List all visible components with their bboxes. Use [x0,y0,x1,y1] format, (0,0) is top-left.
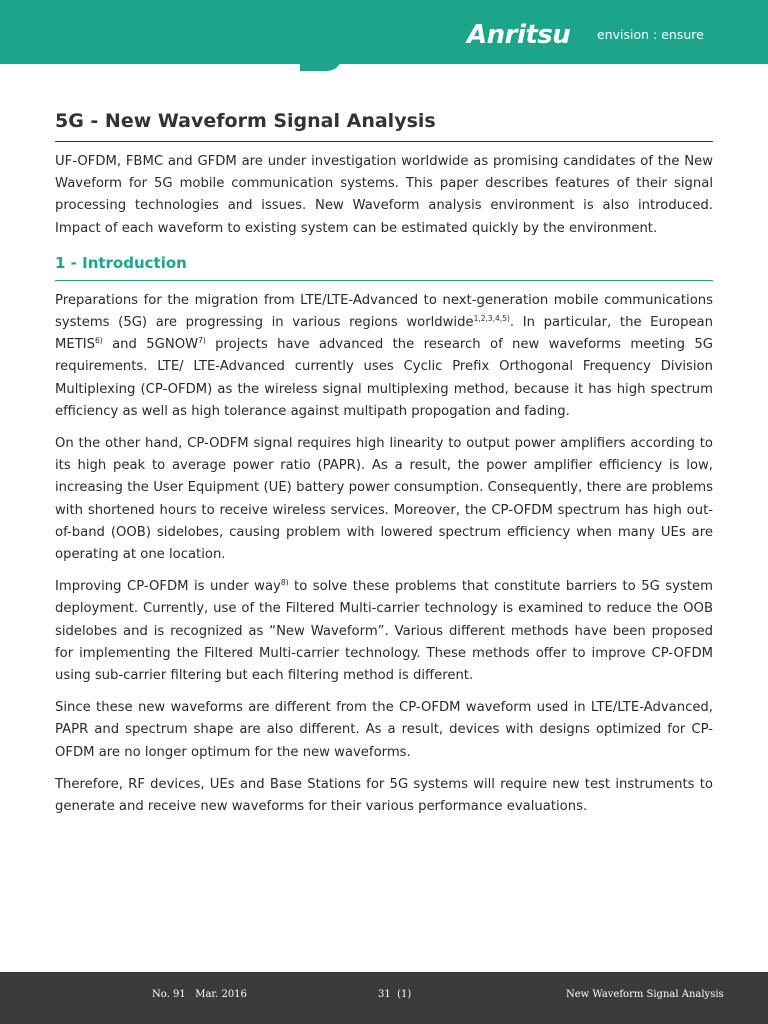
issue-info: No. 91 Mar. 2016 [152,989,247,1000]
reference-8: 8) [280,578,289,588]
paragraph-4: Since these new waveforms are different from the CP-OFDM waveform used in LTE/LTE-Advanced, PAPR and spectrum shape are also different. As a result, devices with designs optimized for CP-OFDM are no longer optimum for the new waveforms. [55,700,713,760]
tagline: envision : ensure [597,27,704,42]
article-body [55,110,713,818]
header-band [0,0,768,64]
section-heading-introduction: 1 - Introduction [55,254,713,281]
page-number: 31 (1) [378,989,412,1000]
paragraph-2: On the other hand, CP-ODFM signal requires high linearity to output power amplifiers according to its high peak to average power ratio (PAPR). As a result, the power amplifier efficiency is low, increasing the User Equipment (UE) battery power consumption. Consequently, there are problems with shortened hours to receive wireless services. Moreover, the CP-OFDM spectrum has high out-of-band (OOB) sidelobes, causing problem with lowered spectrum efficiency when many UEs are operating at one location. [55,436,713,563]
reference-7: 7) [198,336,206,346]
anritsu-logo: Anritsu [467,20,571,50]
reference-6: 6) [95,336,103,346]
header-curve [300,57,340,71]
footer-bar [0,972,768,1024]
reference-1-5: 1,2,3,4,5) [473,314,510,324]
paragraph-3: Improving CP-OFDM is under way$^{8)}$ to solve these problems that constitute barriers to 5G system deployment. Currently, use of the Filtered Multi-carrier technology is examined to reduce the OOB sidelobes and is recognized as “New Waveform”. Various different methods have been proposed for implementing the Filtered Multi-carrier technology. These methods offer to improve CP-OFDM using sub-carrier filtering but each filtering method is different. [55,578,713,684]
page-title: 5G - New Waveform Signal Analysis [55,110,713,142]
paragraph-1: Preparations for the migration from LTE/LTE-Advanced to next-generation mobile communications systems (5G) are progressing in various regions worldwide$^{1,2,3,4,5)}$. In particular, the European METIS$^{6)}$ and 5GNOW$^{7)}$ projects have advanced the research of new waveforms meeting 5G requirements. LTE/ LTE-Advanced currently uses Cyclic Prefix Orthogonal Frequency Division Multiplexing (CP-OFDM) as the wireless signal multiplexing method, because it has high spectrum efficiency as well as high tolerance against multipath propogation and fading. [55,292,713,419]
abstract: UF-OFDM, FBMC and GFDM are under investigation worldwide as promising candidates of the New Waveform for 5G mobile communication systems. This paper describes features of their signal processing technologies and issues. New Waveform analysis environment is also introduced. Impact of each waveform to existing system can be estimated quickly by the environment. [55,154,713,236]
paragraph-5: Therefore, RF devices, UEs and Base Stations for 5G systems will require new test instruments to generate and receive new waveforms for their various performance evaluations. [55,776,713,815]
running-title: New Waveform Signal Analysis [566,989,724,1000]
header-tab [0,57,320,64]
